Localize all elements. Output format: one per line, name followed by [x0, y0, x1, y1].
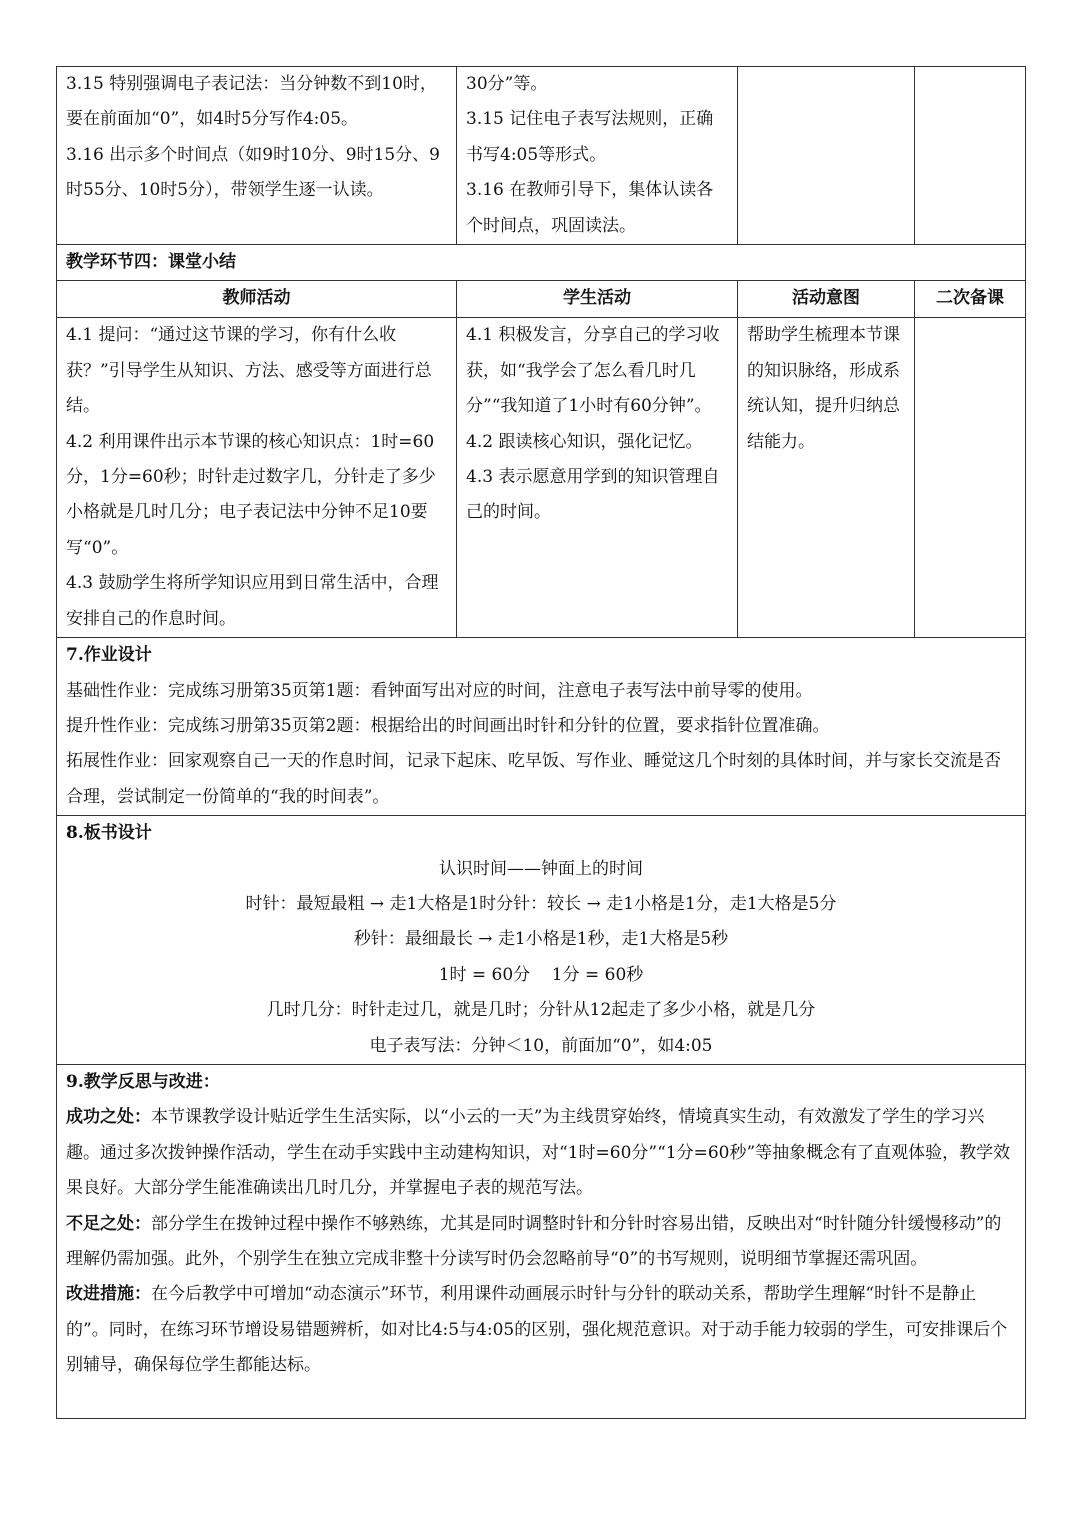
homework-row [57, 638, 1026, 816]
board-line: 几时几分：时针走过几，就是几时；分针从12起走了多少小格，就是几分 [266, 1000, 816, 1021]
teacher-step: 3.16 出示多个时间点（如9时10分、9时15分、9时55分、10时5分），带领学生逐一认读。 [66, 144, 440, 201]
homework-item: 提升性作业：完成练习册第35页第2题：根据给出的时间画出时针和分针的位置，要求指针位置准确。 [66, 715, 830, 736]
header-teacher-activity: 教师活动 [57, 281, 457, 318]
board-line: 时针：最短最粗 → 走1大格是1时分针：较长 → 走1小格是1分，走1大格是5分 [245, 893, 837, 914]
homework-item: 拓展性作业：回家观察自己一天的作息时间，记录下起床、吃早饭、写作业、睡觉这几个时刻的具体时间，并与家长交流是否合理，尝试制定一份简单的“我的时间表”。 [66, 751, 1001, 807]
header-student-activity: 学生活动 [457, 281, 738, 318]
column-header-row [57, 281, 1026, 318]
intent-cell: 帮助学生梳理本节课的知识脉络，形成系统认知，提升归纳总结能力。 [738, 318, 915, 638]
revision-cell [915, 67, 1026, 245]
student-step: 3.15 记住电子表写法规则，正确书写4:05等形式。 [466, 109, 714, 165]
board-line: 认识时间——钟面上的时间 [439, 858, 643, 879]
student-step: 4.1 积极发言，分享自己的学习收获，如“我学会了怎么看几时几分”“我知道了1小时有60分钟”。 [466, 325, 720, 417]
student-step: 3.16 在教师引导下，集体认读各个时间点，巩固读法。 [466, 180, 714, 236]
homework-cell [57, 638, 1026, 816]
header-revision: 二次备课 [915, 281, 1026, 318]
student-step: 4.2 跟读核心知识，强化记忆。 [466, 431, 703, 452]
reflection-improve [66, 1277, 1016, 1383]
homework-title: 7.作业设计 [66, 645, 152, 666]
teacher-activity-cell [57, 67, 457, 245]
continued-activity-row [57, 67, 1026, 245]
teacher-step: 4.3 鼓励学生将所学知识应用到日常生活中，合理安排自己的作息时间。 [66, 573, 439, 629]
reflection-cell [57, 1064, 1026, 1418]
board-row [57, 816, 1026, 1065]
success-text: 本节课教学设计贴近学生生活实际，以“小云的一天”为主线贯穿始终，情境真实生动，有效激发了学生的学习兴趣。通过多次拨钟操作活动，学生在动手实践中主动建构知识，对“1时=60分”“1分=60秒”等抽象概念有了直观体验，教学效果良好。大部分学生能准确读出几时几分，并掌握电子表的规范写法。 [66, 1107, 1011, 1199]
student-step: 4.3 表示愿意用学到的知识管理自己的时间。 [466, 467, 720, 523]
improve-text: 在今后教学中可增加“动态演示”环节，利用课件动画展示时针与分针的联动关系，帮助学生理解“时针不是静止的”。同时，在练习环节增设易错题辨析，如对比4:5与4:05的区别，强化规范意识。对于动手能力较弱的学生，可安排课后个别辅导，确保每位学生都能达标。 [66, 1284, 1008, 1376]
header-activity-intent: 活动意图 [738, 281, 915, 318]
board-line: 1时 = 60分 1分 = 60秒 [438, 964, 644, 985]
section4-title-row [57, 245, 1026, 281]
reflection-success [66, 1100, 1016, 1206]
board-line: 秒针：最细最长 → 走1小格是1秒，走1大格是5秒 [353, 929, 729, 950]
section4-content-row [57, 318, 1026, 638]
student-activity-cell [457, 318, 738, 638]
section4-title: 教学环节四：课堂小结 [57, 245, 1026, 281]
teacher-step: 4.1 提问：“通过这节课的学习，你有什么收获？”引导学生从知识、方法、感受等方面进行总结。 [66, 325, 432, 417]
shortfall-label: 不足之处： [66, 1213, 151, 1234]
shortfall-text: 部分学生在拨钟过程中操作不够熟练，尤其是同时调整时针和分针时容易出错，反映出对“时针随分针缓慢移动”的理解仍需加强。此外，个别学生在独立完成非整十分读写时仍会忽略前导“0”的书写规则，说明细节掌握还需巩固。 [66, 1213, 1002, 1269]
revision-cell [915, 318, 1026, 638]
student-step: 30分”等。 [466, 74, 548, 94]
board-line: 电子表写法：分钟＜10，前面加“0”，如4:05 [369, 1035, 713, 1056]
student-activity-cell [457, 67, 738, 245]
improve-label: 改进措施： [66, 1284, 151, 1305]
lesson-plan-table [56, 66, 1026, 1419]
success-label: 成功之处： [66, 1107, 151, 1128]
intent-cell [738, 67, 915, 245]
reflection-shortfall [66, 1207, 1016, 1278]
teacher-activity-cell [57, 318, 457, 638]
reflection-row [57, 1064, 1026, 1418]
reflection-title: 9.教学反思与改进： [66, 1071, 220, 1092]
board-cell [57, 816, 1026, 1065]
teacher-step: 4.2 利用课件出示本节课的核心知识点：1时=60分，1分=60秒；时针走过数字几，分针走了多少小格就是几时几分；电子表记法中分钟不足10要写“0”。 [66, 431, 436, 558]
homework-item: 基础性作业：完成练习册第35页第1题：看钟面写出对应的时间，注意电子表写法中前导零的使用。 [66, 680, 813, 701]
board-title: 8.板书设计 [66, 823, 152, 844]
teacher-step: 3.15 特别强调电子表记法：当分钟数不到10时，要在前面加“0”，如4时5分写作4:05。 [66, 74, 437, 130]
